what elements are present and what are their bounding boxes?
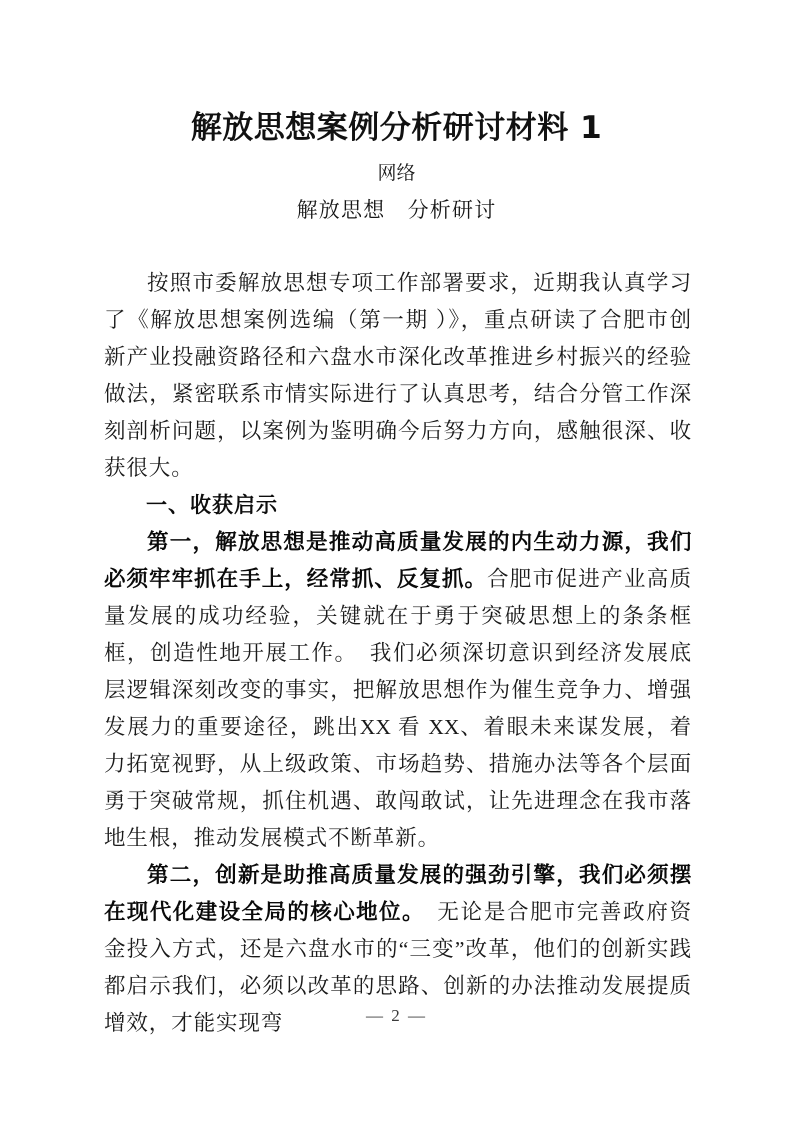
point-1-placeholder-2: XX — [428, 715, 460, 739]
point-1-text-a: 合肥市促进产业高质量发展的成功经验，关键就在于勇于突破思想上的条条框框，创造性地开展工作。 我们必须深切意识到经济发展底层逻辑深刻改变的事实，把解放思想作为催生竞争力、增强发展力的重要途径，跳出 — [104, 567, 693, 739]
document-body — [104, 265, 692, 1042]
document-keywords-line: 解放思想 分析研讨 — [296, 198, 497, 222]
point-1-connector: 看 — [390, 715, 429, 739]
page-title: 解放思想案例分析研讨材料 1 — [190, 110, 603, 146]
point-2-emphasis: 第二，创新是助推高质量发展的强劲引擎，我们必须摆在现代化建设全局的核心地位。 — [104, 863, 692, 924]
page-number-footer: — 2 — — [366, 1006, 427, 1025]
point-1-placeholder-1: XX — [359, 715, 391, 739]
paragraph-point-1 — [104, 524, 692, 857]
paragraph-intro: 按照市委解放思想专项工作部署要求，近期我认真学习了《解放思想案例选编（第一期 ）》，重点研读了合肥市创新产业投融资路径和六盘水市深化改革推进乡村振兴的经验做法，紧密联系市情实际进行了认真思考，结合分管工作深刻剖析问题，以案例为鉴明确今后努力方向，感触很深、收获很大。 — [104, 271, 692, 480]
point-2-text: 无论是合肥市完善政府资金投入方式，还是六盘水市的“三变”改革，他们的创新实践都启示我们，必须以改革的思路、创新的办法推动发展提质增效，才能实现弯 — [104, 900, 692, 1035]
point-1-text-b: 、着眼未来谋发展，着力拓宽视野，从上级政策、市场趋势、措施办法等各个层面勇于突破常规，抓住机遇、敢闯敢试，让先进理念在我市落地生根，推动发展模式不断革新。 — [104, 715, 692, 850]
point-1-emphasis: 第一，解放思想是推动高质量发展的内生动力源，我们必须牢牢抓在手上，经常抓、反复抓。 — [104, 530, 692, 591]
document-source-line: 网络 — [377, 163, 416, 184]
section-heading-1: 一、收获启示 — [146, 493, 278, 517]
